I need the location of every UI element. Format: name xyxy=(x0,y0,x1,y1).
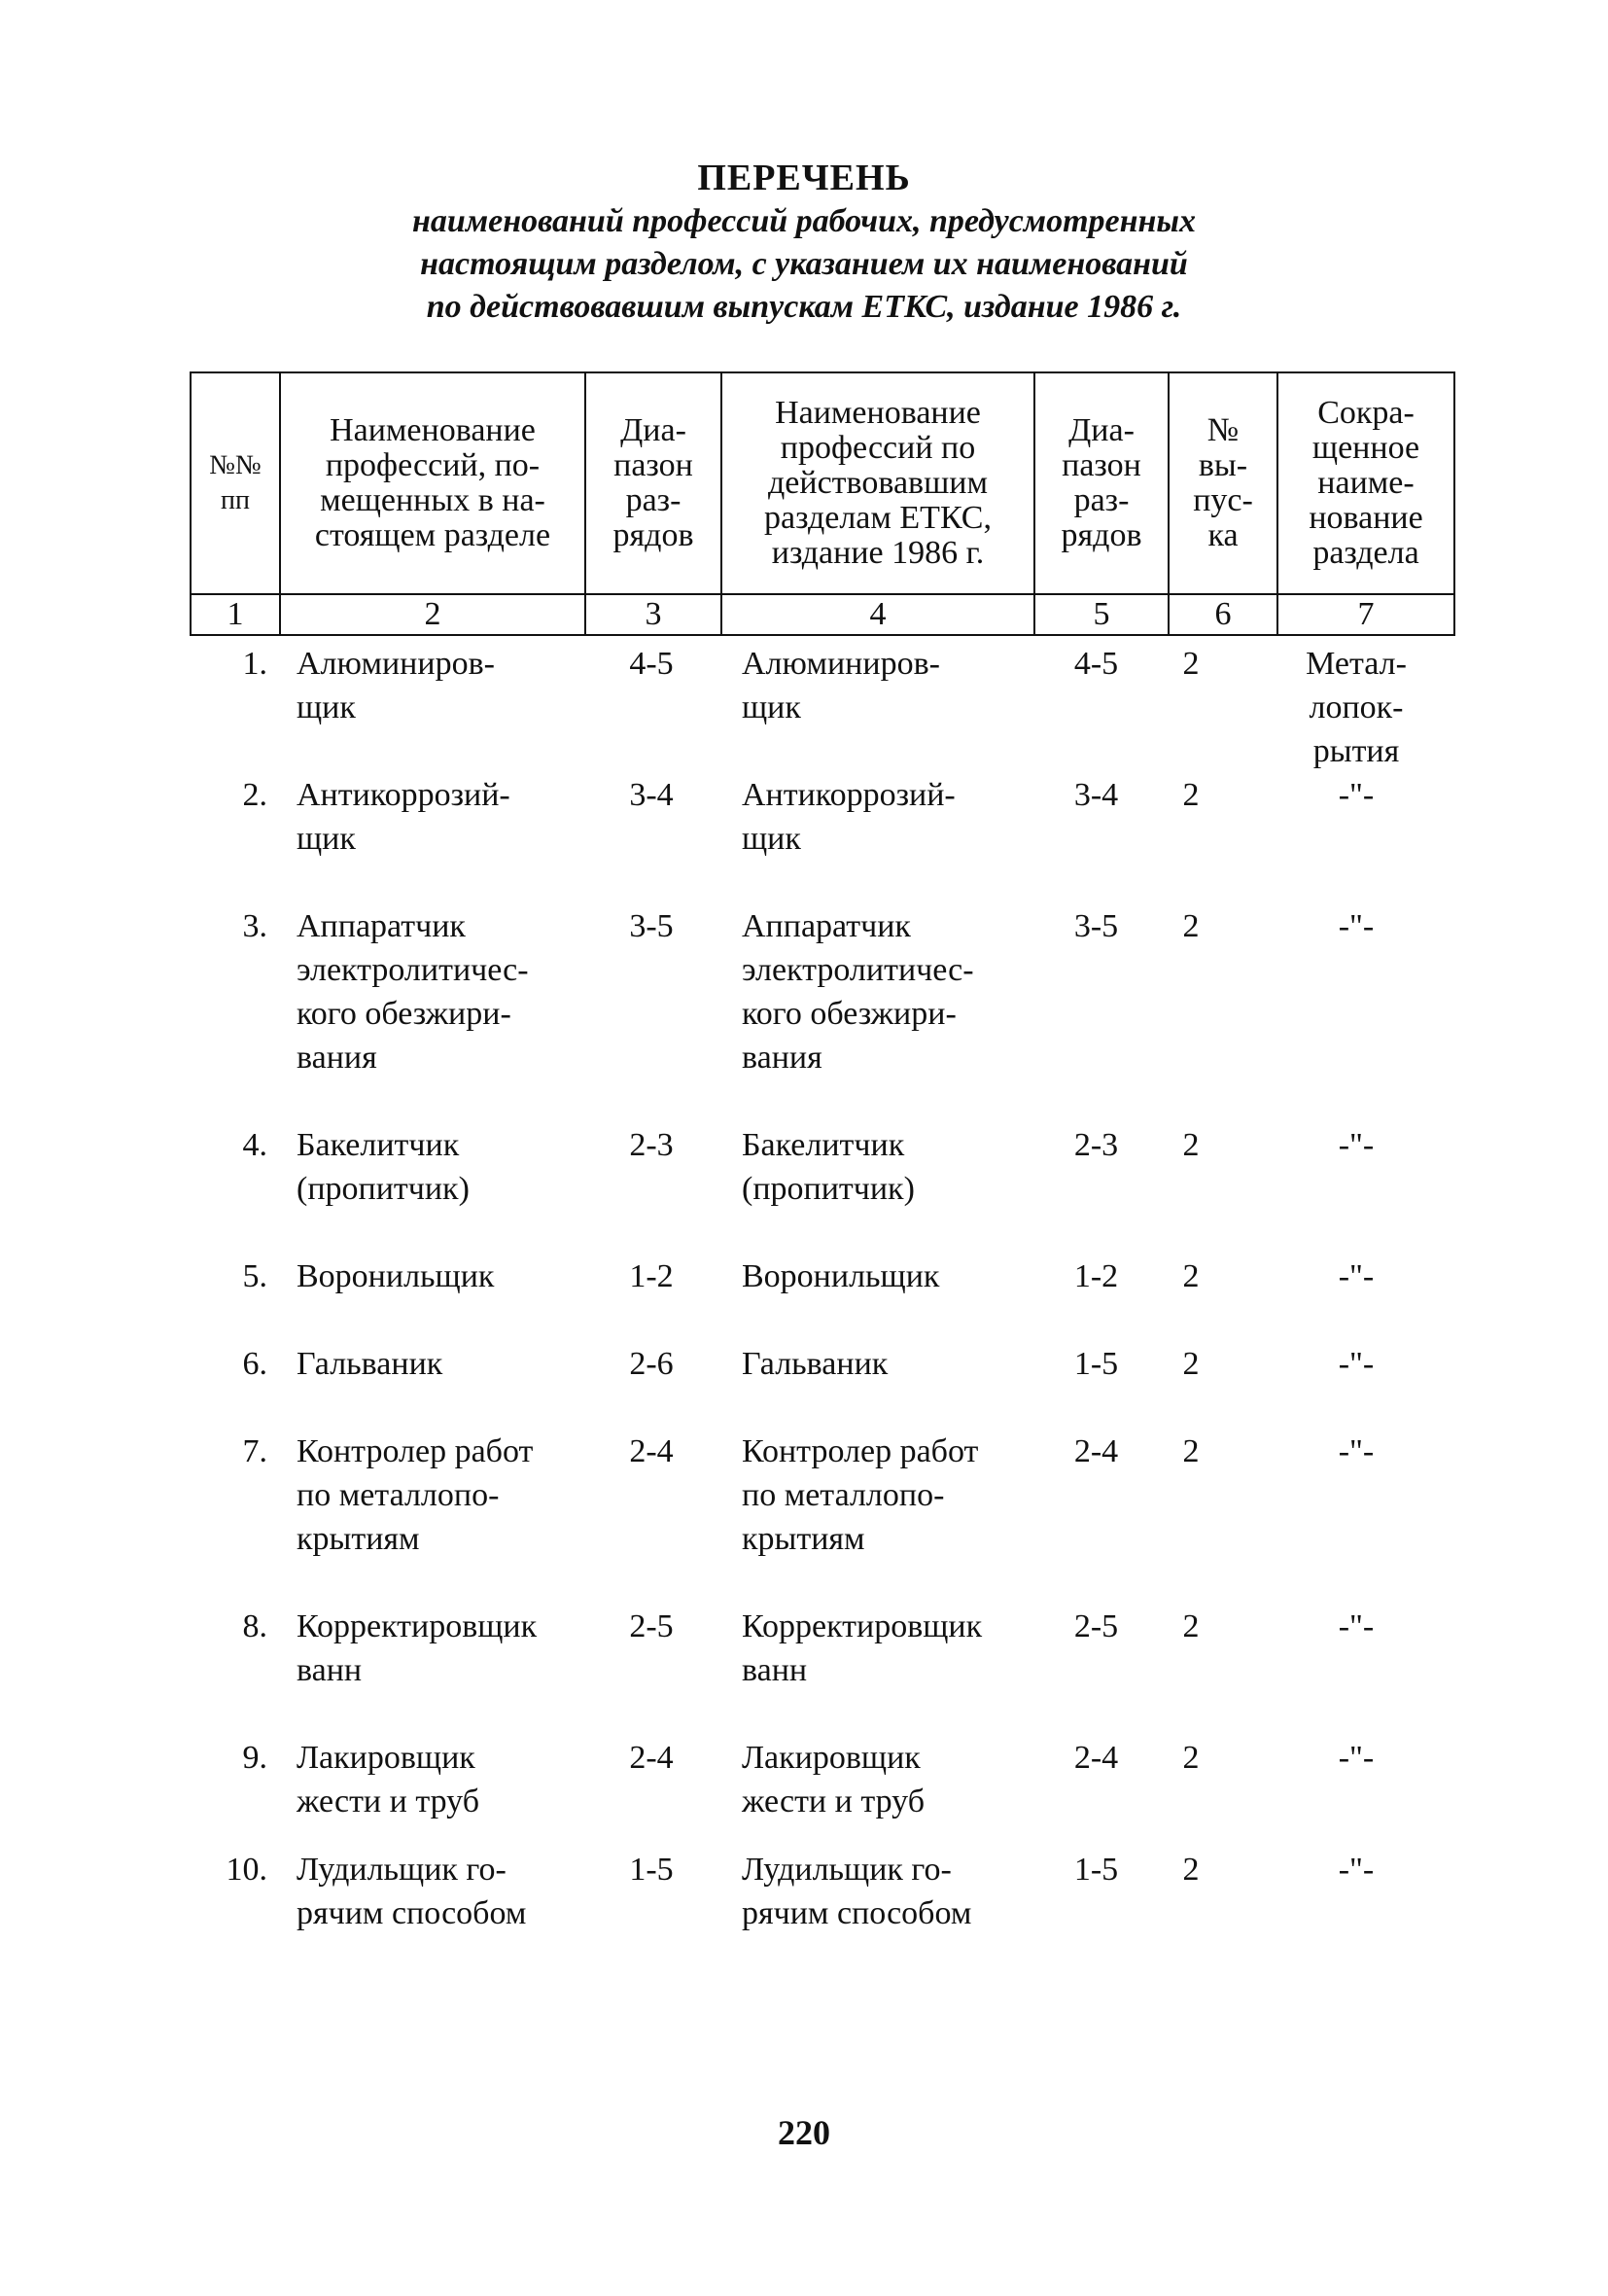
issue-number: 2 xyxy=(1182,908,1200,944)
row-number: 10. xyxy=(226,1852,267,1888)
old-profession-name: Алюминиров- щик xyxy=(742,646,940,725)
old-profession-name: Лакировщик жести и труб xyxy=(742,1740,925,1819)
old-profession-name: Бакелитчик (пропитчик) xyxy=(742,1127,915,1207)
row-number: 2. xyxy=(242,777,267,813)
section-name: -"- xyxy=(1338,1433,1375,1469)
old-grade-range: 2-4 xyxy=(1073,1740,1119,1776)
row-number: 6. xyxy=(242,1346,267,1382)
profession-name: Корректировщик ванн xyxy=(297,1608,538,1688)
issue-number: 2 xyxy=(1182,1127,1200,1163)
profession-name: Алюминиров- щик xyxy=(297,646,495,725)
column-number: 2 xyxy=(280,594,585,635)
header-col-profession-name: Наименование профессий, по- мещенных в на- стоящем разделе xyxy=(280,372,585,594)
page-number: 220 xyxy=(778,2113,830,2152)
profession-name: Гальваник xyxy=(297,1346,443,1382)
row-number: 1. xyxy=(242,646,267,682)
issue-number: 2 xyxy=(1182,1433,1200,1469)
grade-range: 3-4 xyxy=(629,777,674,813)
column-number: 4 xyxy=(721,594,1034,635)
issue-number: 2 xyxy=(1182,777,1200,813)
row-number: 4. xyxy=(242,1127,267,1163)
profession-name: Лакировщик жести и труб xyxy=(297,1740,479,1819)
old-grade-range: 1-5 xyxy=(1073,1852,1119,1888)
professions-table-header xyxy=(190,371,1455,636)
row-number: 8. xyxy=(242,1608,267,1644)
old-grade-range: 2-4 xyxy=(1073,1433,1119,1469)
column-number: 5 xyxy=(1034,594,1169,635)
section-name: -"- xyxy=(1338,1346,1375,1382)
issue-number: 2 xyxy=(1182,1740,1200,1776)
column-number: 1 xyxy=(191,594,280,635)
profession-name: Воронильщик xyxy=(297,1258,495,1294)
row-number: 7. xyxy=(242,1433,267,1469)
document-subtitle xyxy=(0,200,1608,329)
section-name: -"- xyxy=(1338,1852,1375,1888)
section-name: -"- xyxy=(1338,1740,1375,1776)
column-number: 6 xyxy=(1169,594,1277,635)
old-grade-range: 1-2 xyxy=(1073,1258,1119,1294)
subtitle-line: настоящим разделом, с указанием их наименований xyxy=(420,246,1188,282)
grade-range: 1-2 xyxy=(629,1258,674,1294)
profession-name: Бакелитчик (пропитчик) xyxy=(297,1127,470,1207)
grade-range: 2-3 xyxy=(629,1127,674,1163)
profession-name: Контролер работ по металлопо- крытиям xyxy=(297,1433,534,1557)
grade-range: 2-5 xyxy=(629,1608,674,1644)
column-number: 7 xyxy=(1277,594,1454,635)
section-name: -"- xyxy=(1338,1608,1375,1644)
grade-range: 3-5 xyxy=(629,908,674,944)
old-profession-name: Контролер работ по металлопо- крытиям xyxy=(742,1433,979,1557)
section-name: Метал- лопок- рытия xyxy=(1306,646,1407,769)
old-grade-range: 3-4 xyxy=(1073,777,1119,813)
old-grade-range: 3-5 xyxy=(1073,908,1119,944)
old-profession-name: Антикоррозий- щик xyxy=(742,777,956,857)
old-grade-range: 4-5 xyxy=(1073,646,1119,682)
section-name: -"- xyxy=(1338,1127,1375,1163)
grade-range: 1-5 xyxy=(629,1852,674,1888)
old-profession-name: Воронильщик xyxy=(742,1258,940,1294)
issue-number: 2 xyxy=(1182,1852,1200,1888)
header-col-old-profession-name: Наименование профессий по действовавшим разделам ЕТКС, издание 1986 г. xyxy=(721,372,1034,594)
issue-number: 2 xyxy=(1182,1346,1200,1382)
document-heading xyxy=(0,156,1608,329)
subtitle-line: по действовавшим выпускам ЕТКС, издание 1986 г. xyxy=(426,289,1182,325)
row-number: 5. xyxy=(242,1258,267,1294)
grade-range: 4-5 xyxy=(629,646,674,682)
row-number: 3. xyxy=(242,908,267,944)
section-name: -"- xyxy=(1338,777,1375,813)
column-number: 3 xyxy=(585,594,721,635)
old-grade-range: 2-5 xyxy=(1073,1608,1119,1644)
old-profession-name: Корректировщик ванн xyxy=(742,1608,983,1688)
grade-range: 2-4 xyxy=(629,1433,674,1469)
header-col-section: Сокра- щенное наиме- нование раздела xyxy=(1277,372,1454,594)
issue-number: 2 xyxy=(1182,1608,1200,1644)
old-grade-range: 2-3 xyxy=(1073,1127,1119,1163)
issue-number: 2 xyxy=(1182,1258,1200,1294)
header-col-issue: № вы- пус- ка xyxy=(1169,372,1277,594)
header-col-grade-range: Диа- пазон раз- рядов xyxy=(585,372,721,594)
grade-range: 2-6 xyxy=(629,1346,674,1382)
row-number: 9. xyxy=(242,1740,267,1776)
profession-name: Антикоррозий- щик xyxy=(297,777,510,857)
subtitle-line: наименований профессий рабочих, предусмотренных xyxy=(412,203,1196,239)
issue-number: 2 xyxy=(1182,646,1200,682)
grade-range: 2-4 xyxy=(629,1740,674,1776)
old-profession-name: Гальваник xyxy=(742,1346,889,1382)
section-name: -"- xyxy=(1338,1258,1375,1294)
profession-name: Лудильщик го- рячим способом xyxy=(297,1852,527,1931)
old-profession-name: Аппаратчик электролитичес- кого обезжири- вания xyxy=(742,908,974,1076)
document-title: ПЕРЕЧЕНЬ xyxy=(697,158,911,198)
section-name: -"- xyxy=(1338,908,1375,944)
profession-name: Аппаратчик электролитичес- кого обезжири- вания xyxy=(297,908,529,1076)
header-col-old-grade-range: Диа- пазон раз- рядов xyxy=(1034,372,1169,594)
header-col-number: №№ пп xyxy=(191,372,280,594)
old-profession-name: Лудильщик го- рячим способом xyxy=(742,1852,972,1931)
old-grade-range: 1-5 xyxy=(1073,1346,1119,1382)
